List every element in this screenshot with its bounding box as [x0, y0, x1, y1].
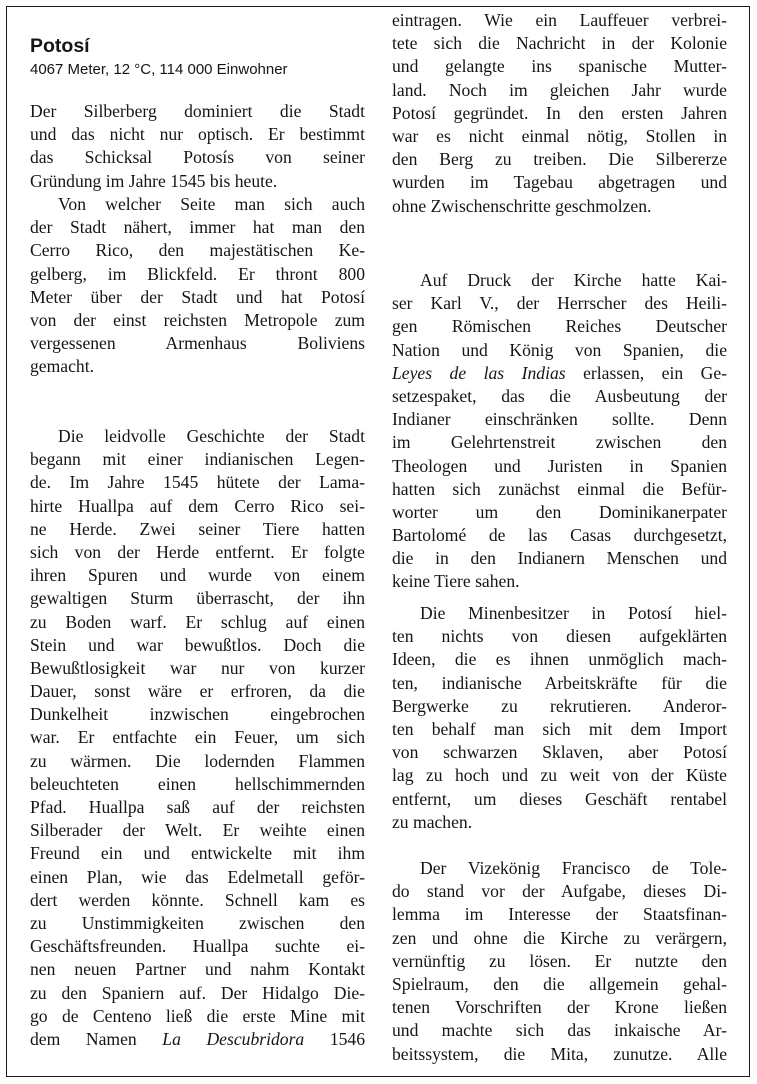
text-line: tete sich die Nachricht in der Kolonie — [392, 33, 727, 54]
text-line: Von welcher Seite man sich auch — [58, 194, 365, 214]
text-line: ten behalf man sich mit dem Import — [392, 718, 727, 739]
text-line: beitssystem, die Mita, zunutze. Alle — [392, 1043, 727, 1064]
text-line: Meter über der Stadt und hat Potosí — [30, 286, 365, 307]
text-line: keine Tiere sahen. — [392, 571, 520, 592]
text-line: Ideen, die es ihnen unmöglich mach- — [392, 649, 727, 670]
text-line: Stein und war bewußtlos. Doch die — [30, 634, 365, 655]
text-line: zu Unstimmigkeiten zwischen den — [30, 912, 365, 933]
paragraph-3-continued — [392, 9, 727, 218]
text-line: Die leidvolle Geschichte der Stadt — [58, 426, 365, 446]
text-line: wurden im Tagebau abgetragen und — [392, 172, 727, 193]
text-line: Freund ein und entwickelte mit ihm — [30, 843, 365, 864]
text-line: Auf Druck der Kirche hatte Kai- — [420, 270, 727, 290]
text-line: eintragen. Wie ein Lauffeuer verbrei- — [392, 10, 727, 30]
text-line: vergessenen Armenhaus Boliviens — [30, 333, 365, 354]
text-line: zen und ohne die Kirche zu verärgern, — [392, 927, 727, 948]
text-line: Theologen und Juristen in Spanien — [392, 455, 727, 476]
text-line: einen Plan, wie das Edelmetall geför- — [30, 866, 365, 887]
document-page — [6, 6, 750, 1077]
text-line: beleuchteten einen hellschimmernden — [30, 773, 365, 794]
text-line: und gelangte ins spanische Mutter- — [392, 56, 727, 77]
text-line: land. Noch im gleichen Jahr wurde — [392, 79, 727, 100]
text-line: Spielraum, den die allgemein gehal- — [392, 973, 727, 994]
text-line: zu wärmen. Die lodernden Flammen — [30, 750, 365, 771]
text-line: Der Silberberg dominiert die Stadt — [30, 101, 365, 121]
text-line: von der einst reichsten Metropole zum — [30, 309, 365, 330]
text-line: begann mit einer indianischen Legen- — [30, 449, 365, 470]
text-line: Nation und König von Spanien, die — [392, 339, 727, 360]
paragraph-6 — [392, 857, 727, 1066]
text-line: Geschäftsfreunden. Huallpa suchte ei- — [30, 936, 365, 957]
text-line: setzespaket, das die Ausbeutung der — [392, 385, 727, 406]
text-line: Silberader der Welt. Er weihte einen — [30, 820, 365, 841]
text-line: von schwarzen Sklaven, aber Potosí — [392, 742, 727, 763]
text-line: der Stadt nähert, immer hat man den — [30, 217, 365, 238]
text-line: im Gelehrtenstreit zwischen den — [392, 432, 727, 453]
text-line: zu den Spaniern auf. Der Hidalgo Die- — [30, 982, 365, 1003]
text-line: und machte sich das inkaische Ar- — [392, 1020, 727, 1041]
text-line: den Berg zu treiben. Die Silbererze — [392, 149, 727, 170]
text-line: ohne Zwischenschritte geschmolzen. — [392, 195, 652, 216]
text-line: Bewußtlosigkeit war nur von kurzer — [30, 657, 365, 678]
text-line: ne Herde. Zwei seiner Tiere hatten — [30, 518, 365, 539]
text-line: entfernt, um dieses Geschäft rentabel — [392, 788, 727, 809]
paragraph-1 — [30, 100, 365, 193]
text-line: und das nicht nur optisch. Er bestimmt — [30, 124, 365, 145]
paragraph-2 — [30, 193, 365, 379]
text-line: tenen Vorschriften der Krone ließen — [392, 997, 727, 1018]
text-line: de. Im Jahre 1545 hütete der Lama- — [30, 472, 365, 493]
text-line: do stand vor der Aufgabe, dieses Di- — [392, 881, 727, 902]
text-line: ten nichts von diesen aufgeklärten — [392, 626, 727, 647]
paragraph-3 — [30, 425, 365, 1051]
text-line: nen neuen Partner und nahm Kontakt — [30, 959, 365, 980]
text-line: war es nicht einmal nötig, Stollen in — [392, 125, 727, 146]
text-line: go de Centeno ließ die erste Mine mit — [30, 1005, 365, 1026]
text-line: vernünftig zu lösen. Er nutzte den — [392, 950, 727, 971]
text-line: Cerro Rico, den majestätischen Ke- — [30, 240, 365, 261]
text-line: Indianer einschränken sollte. Denn — [392, 409, 727, 430]
text-line: gelberg, im Blickfeld. Er thront 800 — [30, 263, 365, 284]
text-line: Bergwerke zu rekrutieren. Anderor- — [392, 695, 727, 716]
text-line: Die Minenbesitzer in Potosí hiel- — [420, 603, 727, 623]
text-line: ihren Spuren und wurde von einem — [30, 565, 365, 586]
text-line: Pfad. Huallpa saß auf der reichsten — [30, 797, 365, 817]
paragraph-5 — [392, 602, 727, 834]
text-line: das Schicksal Potosís von seiner — [30, 147, 365, 168]
text-line: Leyes de las Indias erlassen, ein Ge- — [392, 362, 727, 383]
text-line: zu machen. — [392, 811, 473, 832]
text-line: dert werden könnte. Schnell kam es — [30, 889, 365, 910]
text-line: sich von der Herde entfernt. Er folgte — [30, 541, 365, 562]
text-line: dem Namen La Descubridora 1546 — [30, 1028, 365, 1049]
text-line: die in den Indianern Menschen und — [392, 548, 727, 569]
text-line: lag zu hoch und zu weit von der Küste — [392, 765, 727, 786]
text-line: Potosí gegründet. In den ersten Jahren — [392, 102, 727, 123]
article-title: Potosí — [30, 35, 90, 57]
text-line: Dunkelheit inzwischen eingebrochen — [30, 704, 365, 725]
text-line: ser Karl V., der Herrscher des Heili- — [392, 293, 727, 314]
paragraph-4 — [392, 269, 727, 594]
text-line: Der Vizekönig Francisco de Tole- — [420, 858, 727, 878]
text-line: hirte Huallpa auf dem Cerro Rico sei- — [30, 495, 365, 516]
text-line: worter um den Dominikanerpater — [392, 501, 727, 522]
text-line: hatten sich zunächst einmal die Befür- — [392, 478, 727, 499]
text-line: gewaltigen Sturm überrascht, der ihn — [30, 588, 365, 609]
text-line: ten, indianische Arbeitskräfte für die — [392, 672, 727, 693]
text-line: zu Boden warf. Er schlug auf einen — [30, 611, 365, 632]
text-line: lemma im Interesse der Staatsfinan- — [392, 904, 727, 925]
text-line: war. Er entfachte ein Feuer, um sich — [30, 727, 365, 748]
article-subtitle: 4067 Meter, 12 °C, 114 000 Einwohner — [30, 61, 288, 78]
text-line: Bartolomé de las Casas durchgesetzt, — [392, 525, 727, 546]
text-line: Gründung im Jahre 1545 bis heute. — [30, 170, 278, 191]
text-line: Dauer, sonst wäre er erfroren, da die — [30, 681, 365, 702]
text-line: gen Römischen Reiches Deutscher — [392, 316, 727, 337]
text-line: gemacht. — [30, 356, 94, 377]
